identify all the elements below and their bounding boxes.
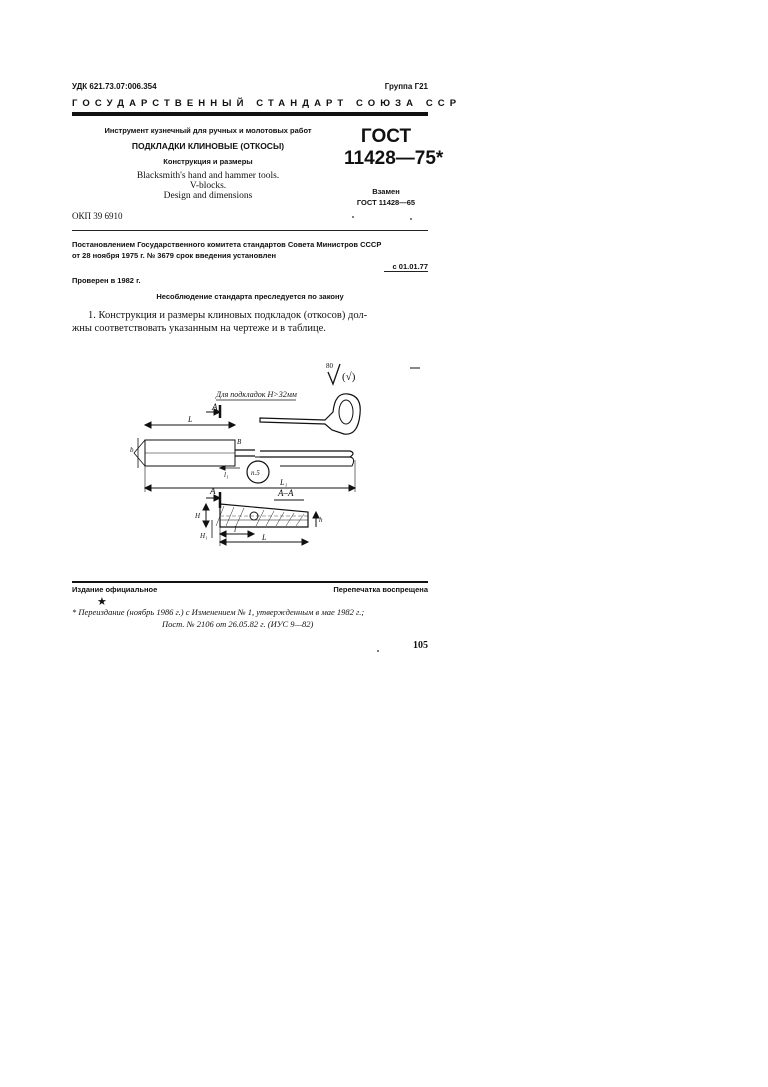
replace-label: Взамен <box>372 187 400 196</box>
dim-h: h <box>319 516 323 524</box>
dim-H1: H₁ <box>200 532 208 540</box>
scan-speck <box>410 218 412 220</box>
star-icon: ★ <box>97 596 107 608</box>
roughness-paren: (√) <box>342 371 356 383</box>
dim-B: B <box>237 438 242 446</box>
page-number: 105 <box>413 640 428 651</box>
dim-L1: L₁ <box>280 478 288 487</box>
date-rule <box>384 271 428 272</box>
dim-l: l <box>234 525 237 534</box>
english-title-line-2: V-blocks. <box>189 181 227 191</box>
english-title-line-1: Blacksmith's hand and hammer tools. <box>136 171 280 181</box>
v-block-drawing <box>120 360 420 550</box>
instrument-line: Инструмент кузнечный для ручных и молотовых работ <box>104 126 312 135</box>
dim-L: L <box>188 415 193 424</box>
section-arrow-top: A <box>212 402 218 412</box>
violation-notice: Несоблюдение стандарта преследуется по закону <box>156 292 344 301</box>
dim-H: H <box>195 512 201 520</box>
paragraph-1-line-2: жны соответствовать указанным на чертеже и в таблице. <box>72 323 326 334</box>
reprint-notice: Перепечатка воспрещена <box>333 585 428 594</box>
section-wedge <box>220 504 308 527</box>
decree-line-1: Постановлением Государственного комитета стандартов Совета Министров СССР <box>72 240 382 249</box>
title-rule <box>72 230 428 231</box>
document-title: ПОДКЛАДКИ КЛИНОВЫЕ (ОТКОСЫ) <box>131 141 285 151</box>
section-arrow-bottom: A <box>210 486 216 496</box>
decree-date: с 01.01.77 <box>392 262 428 271</box>
dim-l1: l₁ <box>224 471 229 479</box>
replace-value: ГОСТ 11428—65 <box>356 198 416 207</box>
gost-number: 11428—75* <box>344 148 444 169</box>
reissue-line-2: Пост. № 2106 от 26.05.82 г. (ИУС 9—82) <box>162 619 314 629</box>
section-label: A–A <box>278 488 294 498</box>
rod-shank <box>235 450 353 457</box>
dim-b: b <box>130 446 134 454</box>
roughness-value: 80 <box>326 362 333 370</box>
state-standard-header: ГОСУДАРСТВЕННЫЙ СТАНДАРТ СОЮЗА ССР <box>72 98 462 109</box>
scan-speck <box>377 650 379 652</box>
footer-rule <box>72 581 428 583</box>
official-edition: Издание официальное <box>72 585 158 594</box>
reissue-line-1: * Переиздание (ноябрь 1986 г.) с Изменением № 1, утвержденным в мае 1982 г.; <box>72 607 365 617</box>
header-rule <box>72 112 428 116</box>
checked-year: Проверен в 1982 г. <box>72 276 141 285</box>
decree-line-2: от 28 ноября 1975 г. № 3679 срок введения установлен <box>72 251 277 260</box>
udk-code: УДК 621.73.07:006.354 <box>72 82 157 91</box>
scan-speck <box>352 216 354 218</box>
gost-label: ГОСТ <box>360 126 412 147</box>
paragraph-1-line-1: 1. Конструкция и размеры клиновых подкладок (откосов) дол- <box>88 310 368 321</box>
circle-label: п.5 <box>251 469 260 477</box>
construction-subtitle: Конструкция и размеры <box>163 157 253 166</box>
group-code: Группа Г21 <box>384 82 428 91</box>
drawing-note: Для подкладок H>32мм <box>216 390 297 399</box>
dim-L-section: L <box>262 533 267 542</box>
okp-code: ОКП 39 6910 <box>72 211 123 221</box>
english-title-line-3: Design and dimensions <box>163 191 253 201</box>
